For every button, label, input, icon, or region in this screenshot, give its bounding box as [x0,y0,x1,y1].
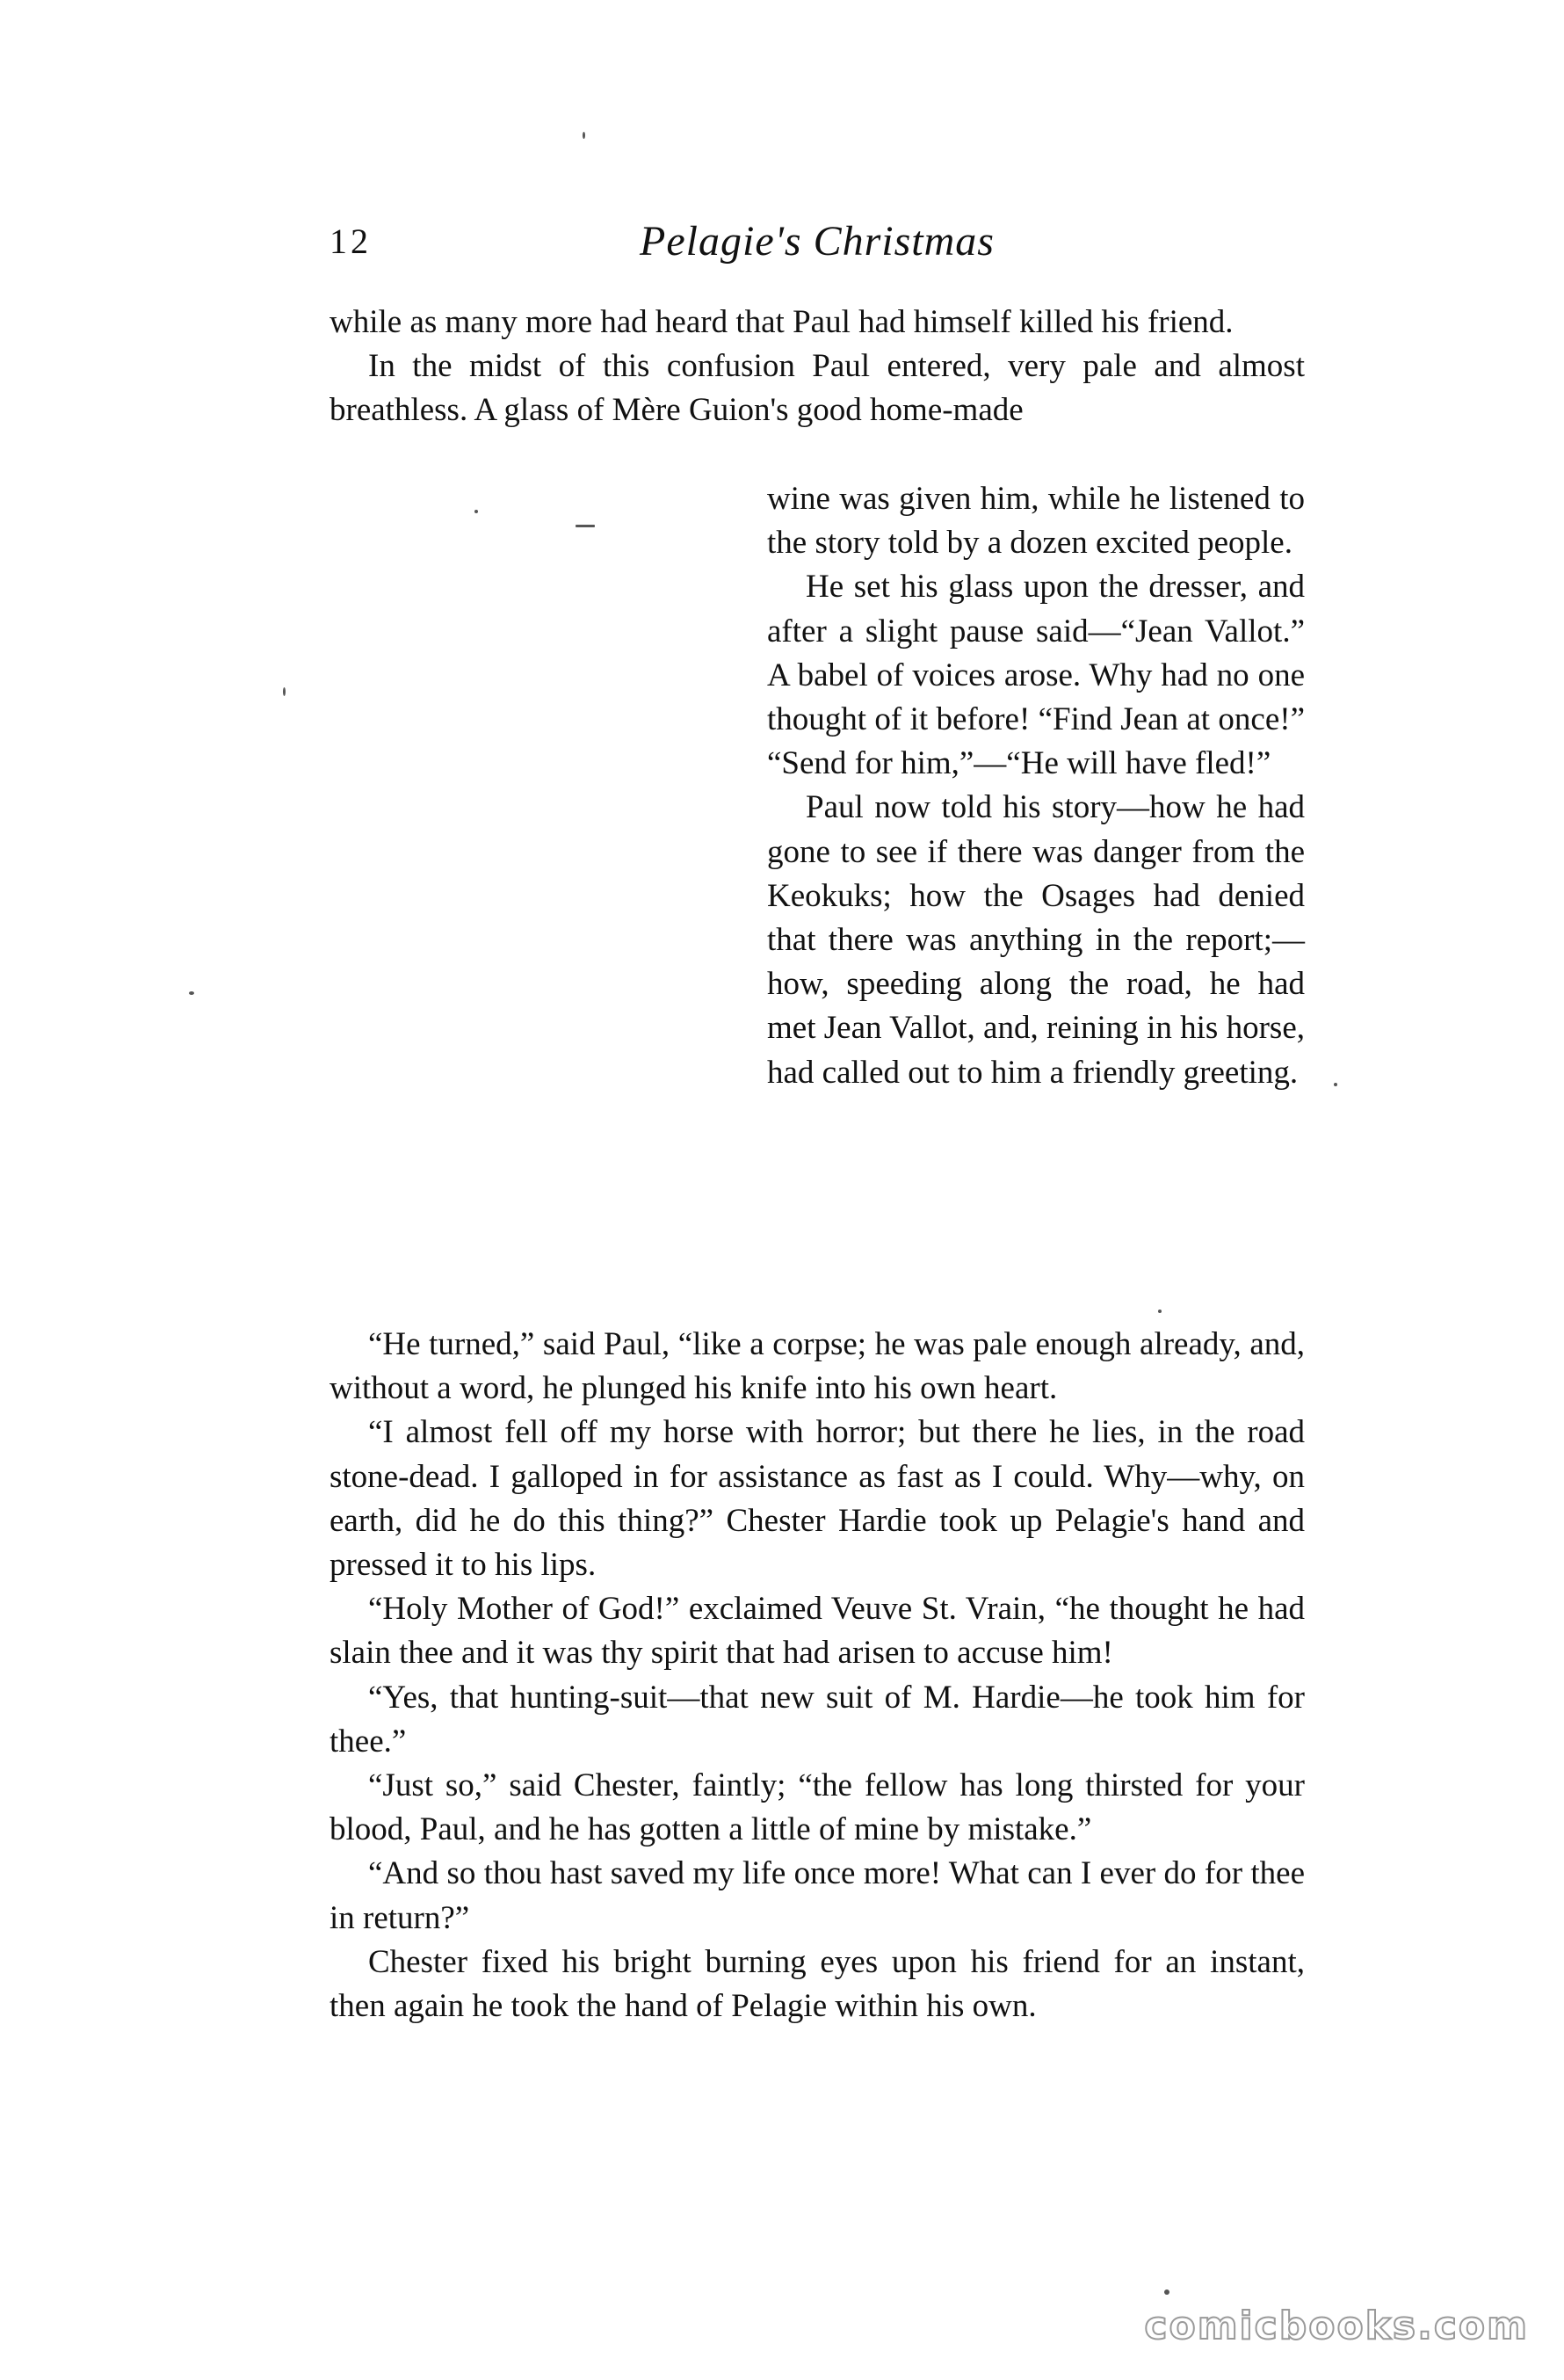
paragraph: “I almost fell off my horse with horror; but there he lies, in the road stone-dead. I galloped in for assistance as fast as I could. Why—why, on earth, did he do this thing?” Chester Hardie took up Pelagie's hand and pressed it to his lips. [329,1414,1305,1584]
paragraph: “He turned,” said Paul, “like a corpse; he was pale enough already, and, without a word, he plunged his knife into his own heart. [329,1326,1305,1407]
scan-speck [283,687,286,696]
watermark-logo: comicbooks.com [1144,2304,1529,2348]
running-title: Pelagie's Christmas [640,218,995,265]
top-text-block [329,301,1305,433]
paragraph: In the midst of this confusion Paul entered, very pale and almost breathless. A glass of Mère Guion's good home-made [329,348,1305,429]
paragraph: wine was given him, while he listened to the story told by a dozen excited people. [767,481,1305,562]
scan-speck [474,510,478,513]
paragraph: while as many more had heard that Paul had himself killed his friend. [329,304,1234,340]
paragraph: Chester fixed his bright burning eyes upon his friend for an instant, then again he took the hand of Pelagie within his own. [329,1943,1305,2025]
paragraph: “Holy Mother of God!” exclaimed Veuve St. Vrain, “he thought he had slain thee and it was thy spirit that had arisen to accuse him! [329,1591,1305,1672]
scan-speck [189,991,194,995]
paragraph: “Just so,” said Chester, faintly; “the fellow has long thirsted for your blood, Paul, and he has gotten a little of mine by mistake.” [329,1767,1305,1848]
scan-speck [1158,1310,1162,1313]
narrow-text-block [767,477,1305,1095]
bottom-text-block [329,1323,1305,2028]
paragraph: Paul now told his story—how he had gone to see if there was danger from the Keokuks; how the Osages had denied that there was anything in the report;—how, speeding along the road, he had met Jean Vallot, and, reining in his horse, had called out to him a friendly greeting. [767,789,1305,1091]
page-number: 12 [329,221,372,261]
scan-speck [1164,2289,1169,2295]
scan-speck [583,132,585,139]
paragraph: “Yes, that hunting-suit—that new suit of M. Hardie—he took him for thee.” [329,1679,1305,1760]
page-header [329,211,1305,272]
paragraph: “And so thou hast saved my life once more! What can I ever do for thee in return?” [329,1855,1305,1936]
paragraph: He set his glass upon the dresser, and after a slight pause said—“Jean Vallot.” A babel of voices arose. Why had no one thought of it before! “Find Jean at once!” “Send for him,”—“He will have fled!” [767,569,1305,782]
scan-speck [576,525,595,527]
scan-speck [1334,1083,1337,1086]
